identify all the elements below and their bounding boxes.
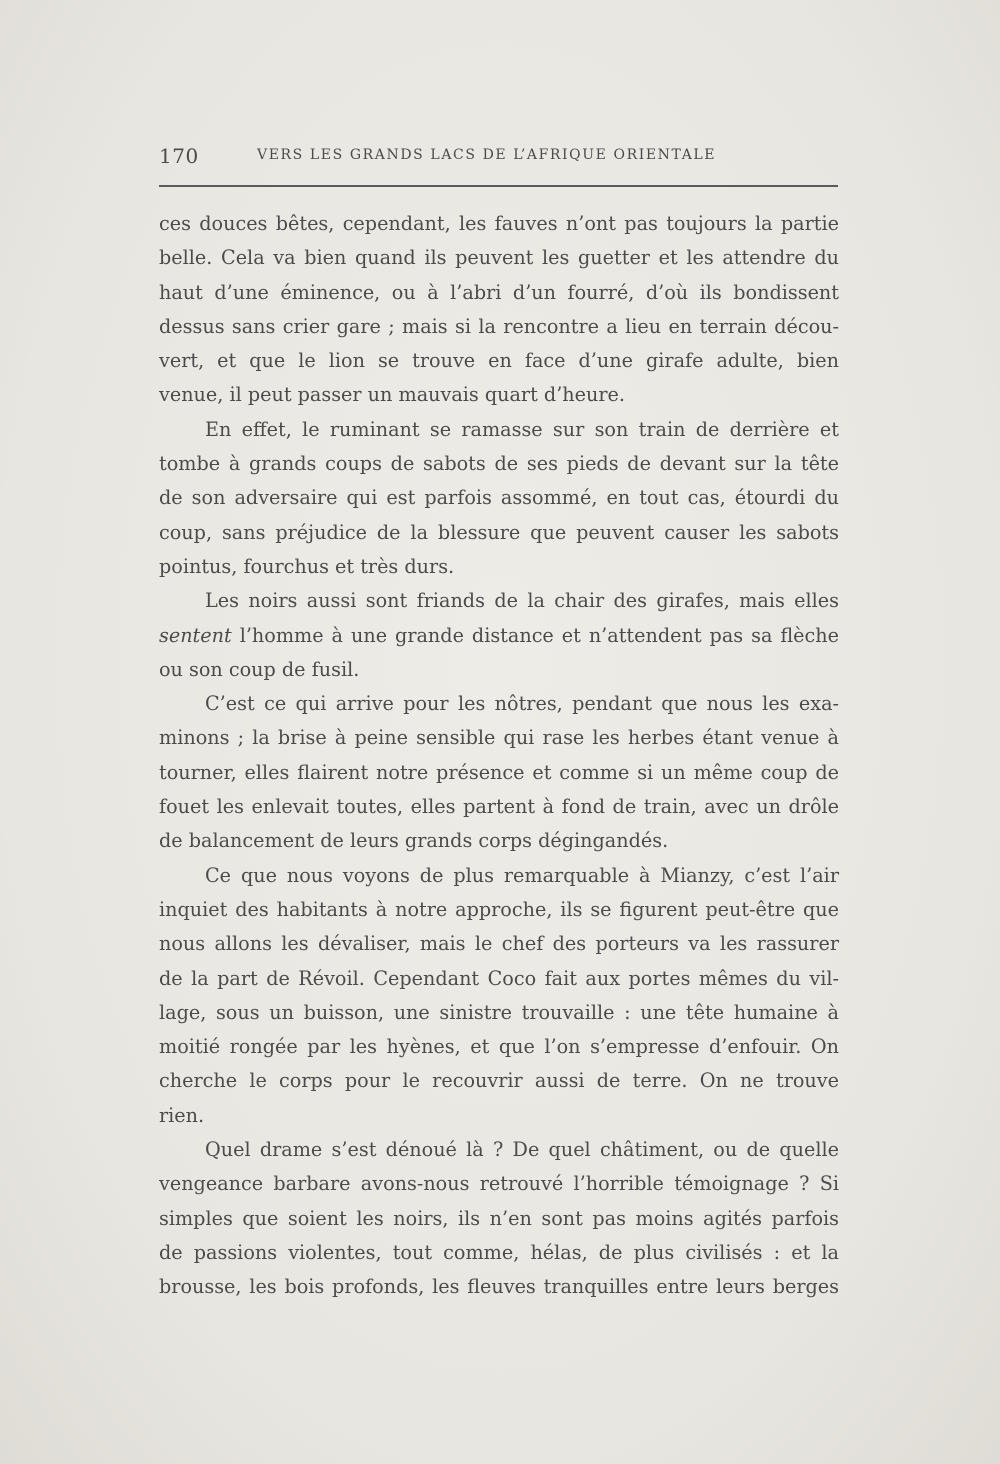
text-line: pointus, fourchus et très durs.: [159, 554, 455, 578]
paragraph: [159, 207, 839, 413]
text-line: fouet les enlevait toutes, elles partent à fond de train, avec un drôle: [159, 795, 839, 819]
italic-word: sentent: [159, 623, 232, 647]
text-line: C’est ce qui arrive pour les nôtres, pendant que nous les exa-: [205, 692, 839, 716]
text-line: de la part de Révoil. Cependant Coco fait aux portes mêmes du vil-: [159, 966, 839, 990]
text-line: venue, il peut passer un mauvais quart d’heure.: [159, 383, 625, 407]
paragraph: [159, 859, 839, 1133]
text-line: lage, sous un buisson, une sinistre trouvaille : une tête humaine à: [159, 1000, 839, 1024]
text-line: vengeance barbare avons-nous retrouvé l’horrible témoignage ? Si: [159, 1172, 839, 1196]
text-line: moitié rongée par les hyènes, et que l’on s’empresse d’enfouir. On: [159, 1035, 839, 1059]
text-line: ou son coup de fusil.: [159, 657, 360, 681]
text-line: cherche le corps pour le recouvrir aussi de terre. On ne trouve: [159, 1069, 839, 1093]
text-fragment: l’homme à une grande distance et n’attendent pas sa flèche: [231, 623, 839, 647]
text-line: ces douces bêtes, cependant, les fauves n’ont pas toujours la partie: [159, 212, 839, 235]
paragraph: [159, 413, 839, 584]
text-line: belle. Cela va bien quand ils peuvent les guetter et les attendre du: [159, 246, 839, 270]
text-line: Quel drame s’est dénoué là ? De quel châtiment, ou de quelle: [205, 1138, 839, 1162]
text-line: tombe à grands coups de sabots de ses pieds de devant sur la tête: [159, 452, 839, 476]
text-line: de passions violentes, tout comme, hélas, de plus civilisés : et la: [159, 1240, 839, 1264]
text-line: coup, sans préjudice de la blessure que peuvent causer les sabots: [159, 520, 839, 544]
paragraph: [159, 687, 839, 858]
text-line: rien.: [159, 1103, 205, 1127]
text-line: haut d’une éminence, ou à l’abri d’un fourré, d’où ils bondissent: [159, 280, 839, 304]
paragraph: [159, 1133, 839, 1304]
text-line: En effet, le ruminant se ramasse sur son train de derrière et: [205, 417, 839, 441]
page-header: [159, 142, 837, 172]
paragraph: [159, 584, 839, 687]
text-line: brousse, les bois profonds, les fleuves tranquilles entre leurs berges: [159, 1275, 839, 1299]
text-line: nous allons les dévaliser, mais le chef des porteurs va les rassurer: [159, 932, 839, 956]
page-number: 170: [159, 144, 199, 168]
text-line: simples que soient les noirs, ils n’en sont pas moins agités parfois: [159, 1206, 839, 1230]
text-line: tourner, elles flairent notre présence et comme si un même coup de: [159, 760, 839, 784]
body-text: [159, 207, 839, 1305]
running-title: VERS LES GRANDS LACS DE L’AFRIQUE ORIENTALE: [257, 147, 717, 163]
text-line: de balancement de leurs grands corps dégingandés.: [159, 829, 669, 853]
text-line: dessus sans crier gare ; mais si la rencontre a lieu en terrain décou-: [159, 314, 839, 338]
text-line: de son adversaire qui est parfois assommé, en tout cas, étourdi du: [159, 486, 839, 510]
text-line: minons ; la brise à peine sensible qui rase les herbes étant venue à: [159, 726, 839, 750]
text-line: vert, et que le lion se trouve en face d’une girafe adulte, bien: [159, 349, 839, 373]
text-line: Ce que nous voyons de plus remarquable à Mianzy, c’est l’air: [205, 863, 839, 887]
text-line: [159, 619, 839, 653]
header-rule: [159, 185, 838, 187]
text-line: Les noirs aussi sont friands de la chair des girafes, mais elles: [205, 589, 839, 613]
text-line: inquiet des habitants à notre approche, ils se figurent peut-être que: [159, 897, 839, 921]
